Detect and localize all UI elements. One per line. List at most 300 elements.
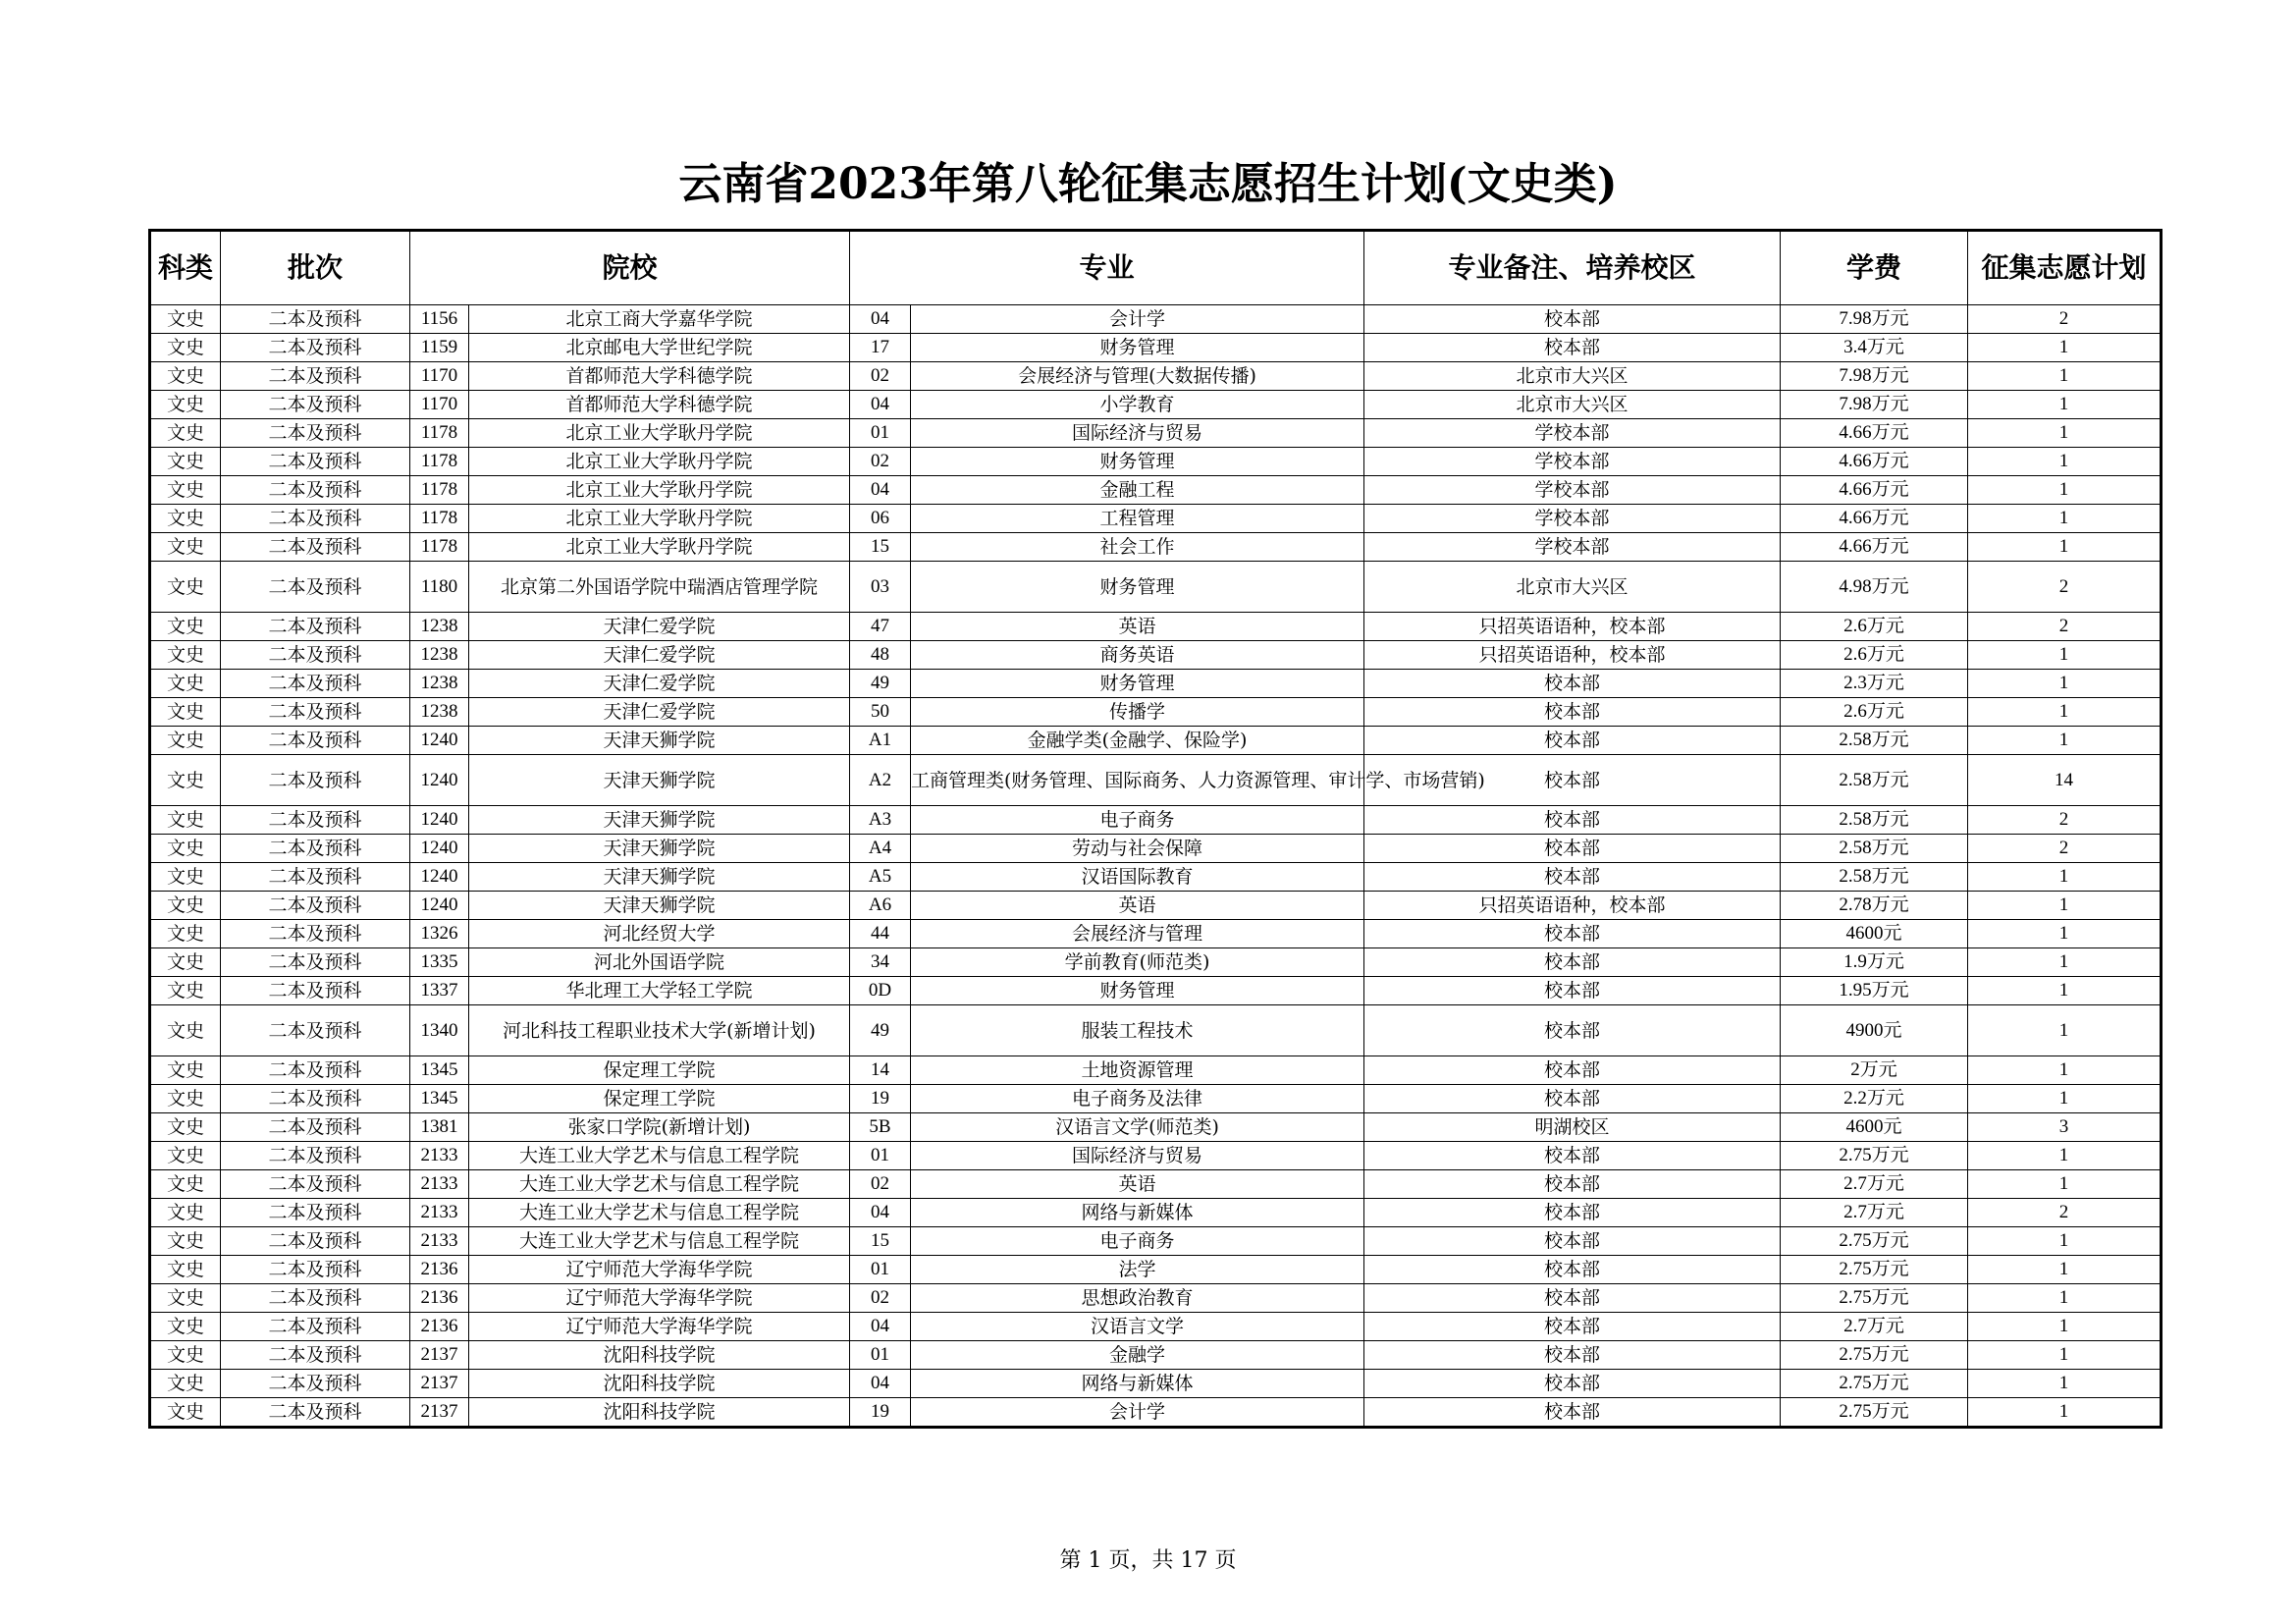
cell-major: 商务英语 [911, 641, 1364, 670]
cell-pici: 二本及预科 [221, 476, 410, 505]
cell-fee: 2.75万元 [1781, 1398, 1968, 1428]
cell-major: 财务管理 [911, 977, 1364, 1005]
cell-note: 学校本部 [1364, 476, 1781, 505]
cell-major-code: 04 [850, 305, 911, 334]
cell-fee: 7.98万元 [1781, 391, 1968, 419]
cell-kelei: 文史 [150, 755, 221, 806]
cell-major: 财务管理 [911, 334, 1364, 362]
cell-kelei: 文史 [150, 1341, 221, 1370]
cell-school: 大连工业大学艺术与信息工程学院 [469, 1227, 850, 1256]
cell-kelei: 文史 [150, 863, 221, 892]
cell-fee: 2.6万元 [1781, 641, 1968, 670]
cell-major: 学前教育(师范类) [911, 948, 1364, 977]
header-major: 专业 [850, 231, 1364, 305]
cell-major: 网络与新媒体 [911, 1370, 1364, 1398]
cell-pici: 二本及预科 [221, 334, 410, 362]
cell-pici: 二本及预科 [221, 977, 410, 1005]
cell-school: 保定理工学院 [469, 1056, 850, 1085]
cell-school: 大连工业大学艺术与信息工程学院 [469, 1142, 850, 1170]
cell-kelei: 文史 [150, 1398, 221, 1428]
cell-major-code: 48 [850, 641, 911, 670]
cell-school: 天津天狮学院 [469, 806, 850, 835]
cell-school-code: 2133 [410, 1227, 469, 1256]
cell-note: 校本部 [1364, 1370, 1781, 1398]
table-row [150, 448, 2162, 476]
table-row [150, 419, 2162, 448]
cell-major-code: 04 [850, 476, 911, 505]
cell-fee: 2.75万元 [1781, 1227, 1968, 1256]
cell-school: 大连工业大学艺术与信息工程学院 [469, 1170, 850, 1199]
cell-school-code: 2136 [410, 1256, 469, 1284]
cell-major-code: A6 [850, 892, 911, 920]
cell-major-code: A2 [850, 755, 911, 806]
cell-major-code: 04 [850, 1199, 911, 1227]
cell-school: 辽宁师范大学海华学院 [469, 1256, 850, 1284]
header-plan: 征集志愿计划 [1968, 231, 2162, 305]
cell-school: 沈阳科技学院 [469, 1398, 850, 1428]
cell-plan: 1 [1968, 1313, 2162, 1341]
cell-note: 北京市大兴区 [1364, 362, 1781, 391]
cell-school-code: 1159 [410, 334, 469, 362]
table-row [150, 727, 2162, 755]
cell-note: 校本部 [1364, 1284, 1781, 1313]
cell-plan: 14 [1968, 755, 2162, 806]
cell-pici: 二本及预科 [221, 419, 410, 448]
cell-plan: 1 [1968, 977, 2162, 1005]
cell-note: 校本部 [1364, 1313, 1781, 1341]
cell-fee: 2.6万元 [1781, 613, 1968, 641]
cell-major: 传播学 [911, 698, 1364, 727]
cell-plan: 1 [1968, 1398, 2162, 1428]
page-footer: 第 1 页，共 17 页 [1059, 1548, 1237, 1573]
cell-pici: 二本及预科 [221, 835, 410, 863]
cell-school-code: 2133 [410, 1199, 469, 1227]
cell-fee: 4.98万元 [1781, 562, 1968, 613]
cell-kelei: 文史 [150, 613, 221, 641]
cell-note: 校本部 [1364, 1056, 1781, 1085]
cell-kelei: 文史 [150, 1227, 221, 1256]
cell-note: 校本部 [1364, 920, 1781, 948]
cell-major-code: 04 [850, 391, 911, 419]
cell-school: 天津天狮学院 [469, 835, 850, 863]
table-body [150, 305, 2162, 1428]
cell-pici: 二本及预科 [221, 948, 410, 977]
cell-school: 天津天狮学院 [469, 727, 850, 755]
cell-note: 校本部 [1364, 977, 1781, 1005]
cell-school-code: 2133 [410, 1170, 469, 1199]
cell-major: 英语 [911, 1170, 1364, 1199]
table-row [150, 755, 2162, 806]
cell-school-code: 1238 [410, 641, 469, 670]
table-row [150, 1313, 2162, 1341]
cell-note: 校本部 [1364, 1005, 1781, 1056]
cell-fee: 2.75万元 [1781, 1142, 1968, 1170]
cell-major-code: 02 [850, 448, 911, 476]
cell-note: 只招英语语种，校本部 [1364, 892, 1781, 920]
cell-pici: 二本及预科 [221, 727, 410, 755]
cell-fee: 1.9万元 [1781, 948, 1968, 977]
cell-note: 校本部 [1364, 1199, 1781, 1227]
cell-school: 保定理工学院 [469, 1085, 850, 1113]
cell-plan: 1 [1968, 698, 2162, 727]
cell-note: 北京市大兴区 [1364, 391, 1781, 419]
table-row [150, 505, 2162, 533]
cell-fee: 2万元 [1781, 1056, 1968, 1085]
cell-kelei: 文史 [150, 391, 221, 419]
table-row [150, 334, 2162, 362]
table-row [150, 920, 2162, 948]
table-row [150, 533, 2162, 562]
cell-school: 天津天狮学院 [469, 863, 850, 892]
cell-kelei: 文史 [150, 892, 221, 920]
cell-pici: 二本及预科 [221, 1313, 410, 1341]
cell-major-code: 01 [850, 1341, 911, 1370]
cell-kelei: 文史 [150, 1313, 221, 1341]
cell-kelei: 文史 [150, 448, 221, 476]
cell-plan: 1 [1968, 391, 2162, 419]
cell-kelei: 文史 [150, 920, 221, 948]
cell-major: 电子商务 [911, 1227, 1364, 1256]
cell-major: 财务管理 [911, 448, 1364, 476]
cell-pici: 二本及预科 [221, 755, 410, 806]
cell-major: 汉语言文学 [911, 1313, 1364, 1341]
cell-pici: 二本及预科 [221, 1085, 410, 1113]
table-row [150, 698, 2162, 727]
cell-note: 校本部 [1364, 1256, 1781, 1284]
cell-major: 小学教育 [911, 391, 1364, 419]
cell-note: 校本部 [1364, 727, 1781, 755]
cell-fee: 4600元 [1781, 920, 1968, 948]
cell-pici: 二本及预科 [221, 863, 410, 892]
cell-school-code: 1337 [410, 977, 469, 1005]
cell-major: 会展经济与管理(大数据传播) [911, 362, 1364, 391]
cell-plan: 3 [1968, 1113, 2162, 1142]
cell-major: 英语 [911, 613, 1364, 641]
cell-school-code: 2137 [410, 1398, 469, 1428]
cell-school: 天津仁爱学院 [469, 641, 850, 670]
table-row [150, 835, 2162, 863]
cell-school: 首都师范大学科德学院 [469, 391, 850, 419]
cell-note: 校本部 [1364, 1142, 1781, 1170]
cell-kelei: 文史 [150, 476, 221, 505]
cell-fee: 7.98万元 [1781, 305, 1968, 334]
cell-fee: 4.66万元 [1781, 476, 1968, 505]
cell-school: 河北经贸大学 [469, 920, 850, 948]
cell-school-code: 1178 [410, 448, 469, 476]
cell-fee: 4.66万元 [1781, 505, 1968, 533]
cell-school: 北京工业大学耿丹学院 [469, 448, 850, 476]
table-row [150, 1256, 2162, 1284]
cell-school: 沈阳科技学院 [469, 1341, 850, 1370]
cell-fee: 4.66万元 [1781, 419, 1968, 448]
cell-fee: 4600元 [1781, 1113, 1968, 1142]
cell-plan: 1 [1968, 1085, 2162, 1113]
cell-school: 北京工业大学耿丹学院 [469, 419, 850, 448]
cell-plan: 1 [1968, 1341, 2162, 1370]
cell-note: 校本部 [1364, 305, 1781, 334]
cell-pici: 二本及预科 [221, 892, 410, 920]
cell-fee: 2.7万元 [1781, 1170, 1968, 1199]
table-row [150, 1170, 2162, 1199]
cell-school: 河北外国语学院 [469, 948, 850, 977]
cell-school-code: 1170 [410, 362, 469, 391]
cell-kelei: 文史 [150, 698, 221, 727]
cell-pici: 二本及预科 [221, 1056, 410, 1085]
cell-major: 工商管理类(财务管理、国际商务、人力资源管理、审计学、市场营销) [911, 755, 1364, 806]
cell-plan: 1 [1968, 1170, 2162, 1199]
cell-school-code: 1335 [410, 948, 469, 977]
cell-kelei: 文史 [150, 1005, 221, 1056]
cell-pici: 二本及预科 [221, 920, 410, 948]
cell-plan: 2 [1968, 1199, 2162, 1227]
cell-kelei: 文史 [150, 533, 221, 562]
cell-plan: 2 [1968, 613, 2162, 641]
page-title: 云南省2023年第八轮征集志愿招生计划(文史类) [678, 159, 1618, 209]
cell-plan: 1 [1968, 334, 2162, 362]
enrollment-plan-table [148, 229, 2163, 1429]
cell-school-code: 1238 [410, 670, 469, 698]
cell-school-code: 1240 [410, 863, 469, 892]
cell-school-code: 1240 [410, 892, 469, 920]
cell-note: 校本部 [1364, 835, 1781, 863]
cell-note: 明湖校区 [1364, 1113, 1781, 1142]
cell-school-code: 1238 [410, 698, 469, 727]
cell-kelei: 文史 [150, 727, 221, 755]
cell-fee: 2.58万元 [1781, 806, 1968, 835]
cell-pici: 二本及预科 [221, 1005, 410, 1056]
cell-note: 校本部 [1364, 948, 1781, 977]
cell-kelei: 文史 [150, 562, 221, 613]
cell-major: 法学 [911, 1256, 1364, 1284]
cell-major-code: 19 [850, 1085, 911, 1113]
cell-fee: 1.95万元 [1781, 977, 1968, 1005]
cell-major-code: 49 [850, 670, 911, 698]
cell-note: 校本部 [1364, 1170, 1781, 1199]
cell-pici: 二本及预科 [221, 613, 410, 641]
cell-major-code: 15 [850, 533, 911, 562]
cell-major-code: 01 [850, 1142, 911, 1170]
cell-school-code: 1180 [410, 562, 469, 613]
cell-note: 学校本部 [1364, 505, 1781, 533]
cell-major-code: 01 [850, 1256, 911, 1284]
cell-major-code: 04 [850, 1370, 911, 1398]
cell-major: 国际经济与贸易 [911, 419, 1364, 448]
cell-major-code: 34 [850, 948, 911, 977]
cell-school: 北京工业大学耿丹学院 [469, 476, 850, 505]
cell-plan: 1 [1968, 1056, 2162, 1085]
cell-major: 会计学 [911, 1398, 1364, 1428]
cell-school-code: 1178 [410, 419, 469, 448]
cell-major-code: 17 [850, 334, 911, 362]
table-row [150, 476, 2162, 505]
cell-major-code: A5 [850, 863, 911, 892]
cell-major-code: 01 [850, 419, 911, 448]
cell-major-code: 04 [850, 1313, 911, 1341]
table-row [150, 1056, 2162, 1085]
cell-fee: 2.58万元 [1781, 727, 1968, 755]
cell-kelei: 文史 [150, 1113, 221, 1142]
cell-fee: 2.3万元 [1781, 670, 1968, 698]
cell-kelei: 文史 [150, 806, 221, 835]
cell-major: 电子商务及法律 [911, 1085, 1364, 1113]
cell-fee: 2.75万元 [1781, 1341, 1968, 1370]
cell-school: 天津仁爱学院 [469, 613, 850, 641]
cell-note: 校本部 [1364, 334, 1781, 362]
cell-major-code: 15 [850, 1227, 911, 1256]
cell-school: 北京工业大学耿丹学院 [469, 533, 850, 562]
table-row [150, 641, 2162, 670]
cell-school-code: 1238 [410, 613, 469, 641]
cell-school-code: 2137 [410, 1341, 469, 1370]
cell-school-code: 1240 [410, 835, 469, 863]
cell-note: 只招英语语种，校本部 [1364, 641, 1781, 670]
cell-school-code: 1178 [410, 476, 469, 505]
cell-school-code: 1326 [410, 920, 469, 948]
cell-pici: 二本及预科 [221, 1170, 410, 1199]
cell-kelei: 文史 [150, 1085, 221, 1113]
table-row [150, 670, 2162, 698]
cell-major: 国际经济与贸易 [911, 1142, 1364, 1170]
cell-major: 汉语言文学(师范类) [911, 1113, 1364, 1142]
cell-note: 校本部 [1364, 755, 1781, 806]
cell-fee: 2.6万元 [1781, 698, 1968, 727]
cell-fee: 2.78万元 [1781, 892, 1968, 920]
cell-major: 汉语国际教育 [911, 863, 1364, 892]
cell-plan: 1 [1968, 892, 2162, 920]
cell-kelei: 文史 [150, 977, 221, 1005]
cell-school-code: 1240 [410, 727, 469, 755]
cell-fee: 4.66万元 [1781, 448, 1968, 476]
cell-major-code: A3 [850, 806, 911, 835]
cell-pici: 二本及预科 [221, 641, 410, 670]
cell-school: 辽宁师范大学海华学院 [469, 1313, 850, 1341]
cell-kelei: 文史 [150, 1056, 221, 1085]
cell-pici: 二本及预科 [221, 448, 410, 476]
table-row [150, 305, 2162, 334]
cell-major: 电子商务 [911, 806, 1364, 835]
cell-note: 学校本部 [1364, 448, 1781, 476]
cell-kelei: 文史 [150, 334, 221, 362]
cell-plan: 1 [1968, 419, 2162, 448]
cell-fee: 2.75万元 [1781, 1284, 1968, 1313]
cell-major: 劳动与社会保障 [911, 835, 1364, 863]
cell-kelei: 文史 [150, 1170, 221, 1199]
cell-plan: 1 [1968, 920, 2162, 948]
table-row [150, 806, 2162, 835]
cell-major: 财务管理 [911, 670, 1364, 698]
cell-kelei: 文史 [150, 948, 221, 977]
header-school: 院校 [410, 231, 850, 305]
cell-school: 北京第二外国语学院中瑞酒店管理学院 [469, 562, 850, 613]
cell-pici: 二本及预科 [221, 1256, 410, 1284]
cell-pici: 二本及预科 [221, 1398, 410, 1428]
cell-plan: 1 [1968, 1370, 2162, 1398]
cell-major-code: 49 [850, 1005, 911, 1056]
table-row [150, 362, 2162, 391]
cell-school-code: 2136 [410, 1313, 469, 1341]
cell-pici: 二本及预科 [221, 362, 410, 391]
cell-major: 服装工程技术 [911, 1005, 1364, 1056]
header-kelei: 科类 [150, 231, 221, 305]
cell-school: 天津天狮学院 [469, 892, 850, 920]
cell-fee: 2.2万元 [1781, 1085, 1968, 1113]
cell-plan: 2 [1968, 305, 2162, 334]
cell-school-code: 1345 [410, 1085, 469, 1113]
cell-major-code: 44 [850, 920, 911, 948]
cell-fee: 2.7万元 [1781, 1313, 1968, 1341]
cell-plan: 1 [1968, 362, 2162, 391]
cell-major: 财务管理 [911, 562, 1364, 613]
cell-note: 校本部 [1364, 1398, 1781, 1428]
cell-major: 网络与新媒体 [911, 1199, 1364, 1227]
cell-pici: 二本及预科 [221, 1341, 410, 1370]
cell-school-code: 2136 [410, 1284, 469, 1313]
cell-pici: 二本及预科 [221, 1370, 410, 1398]
cell-note: 校本部 [1364, 1227, 1781, 1256]
cell-pici: 二本及预科 [221, 1284, 410, 1313]
cell-kelei: 文史 [150, 1142, 221, 1170]
cell-plan: 2 [1968, 562, 2162, 613]
cell-pici: 二本及预科 [221, 391, 410, 419]
cell-major: 金融学 [911, 1341, 1364, 1370]
cell-fee: 3.4万元 [1781, 334, 1968, 362]
cell-note: 校本部 [1364, 1085, 1781, 1113]
cell-kelei: 文史 [150, 362, 221, 391]
cell-major: 思想政治教育 [911, 1284, 1364, 1313]
header-note: 专业备注、培养校区 [1364, 231, 1781, 305]
cell-note: 校本部 [1364, 863, 1781, 892]
cell-fee: 2.75万元 [1781, 1370, 1968, 1398]
cell-note: 北京市大兴区 [1364, 562, 1781, 613]
cell-major-code: 50 [850, 698, 911, 727]
cell-note: 学校本部 [1364, 533, 1781, 562]
cell-fee: 2.58万元 [1781, 755, 1968, 806]
cell-school-code: 1345 [410, 1056, 469, 1085]
table-row [150, 892, 2162, 920]
cell-plan: 1 [1968, 1284, 2162, 1313]
cell-major: 会计学 [911, 305, 1364, 334]
cell-school: 张家口学院(新增计划) [469, 1113, 850, 1142]
table-row [150, 562, 2162, 613]
header-pici: 批次 [221, 231, 410, 305]
cell-major: 英语 [911, 892, 1364, 920]
cell-school-code: 1170 [410, 391, 469, 419]
cell-pici: 二本及预科 [221, 1227, 410, 1256]
cell-major-code: 19 [850, 1398, 911, 1428]
table-row [150, 1085, 2162, 1113]
cell-major-code: 02 [850, 362, 911, 391]
cell-plan: 1 [1968, 1005, 2162, 1056]
table-row [150, 863, 2162, 892]
table-header-row [150, 231, 2162, 305]
cell-pici: 二本及预科 [221, 698, 410, 727]
table-row [150, 1341, 2162, 1370]
cell-school-code: 1178 [410, 505, 469, 533]
cell-major-code: 14 [850, 1056, 911, 1085]
cell-pici: 二本及预科 [221, 806, 410, 835]
header-fee: 学费 [1781, 231, 1968, 305]
cell-plan: 1 [1968, 1256, 2162, 1284]
cell-plan: 1 [1968, 727, 2162, 755]
cell-school: 北京邮电大学世纪学院 [469, 334, 850, 362]
cell-school-code: 1240 [410, 806, 469, 835]
cell-school: 北京工商大学嘉华学院 [469, 305, 850, 334]
cell-pici: 二本及预科 [221, 1142, 410, 1170]
cell-note: 学校本部 [1364, 419, 1781, 448]
cell-note: 校本部 [1364, 698, 1781, 727]
cell-major: 工程管理 [911, 505, 1364, 533]
cell-plan: 1 [1968, 533, 2162, 562]
